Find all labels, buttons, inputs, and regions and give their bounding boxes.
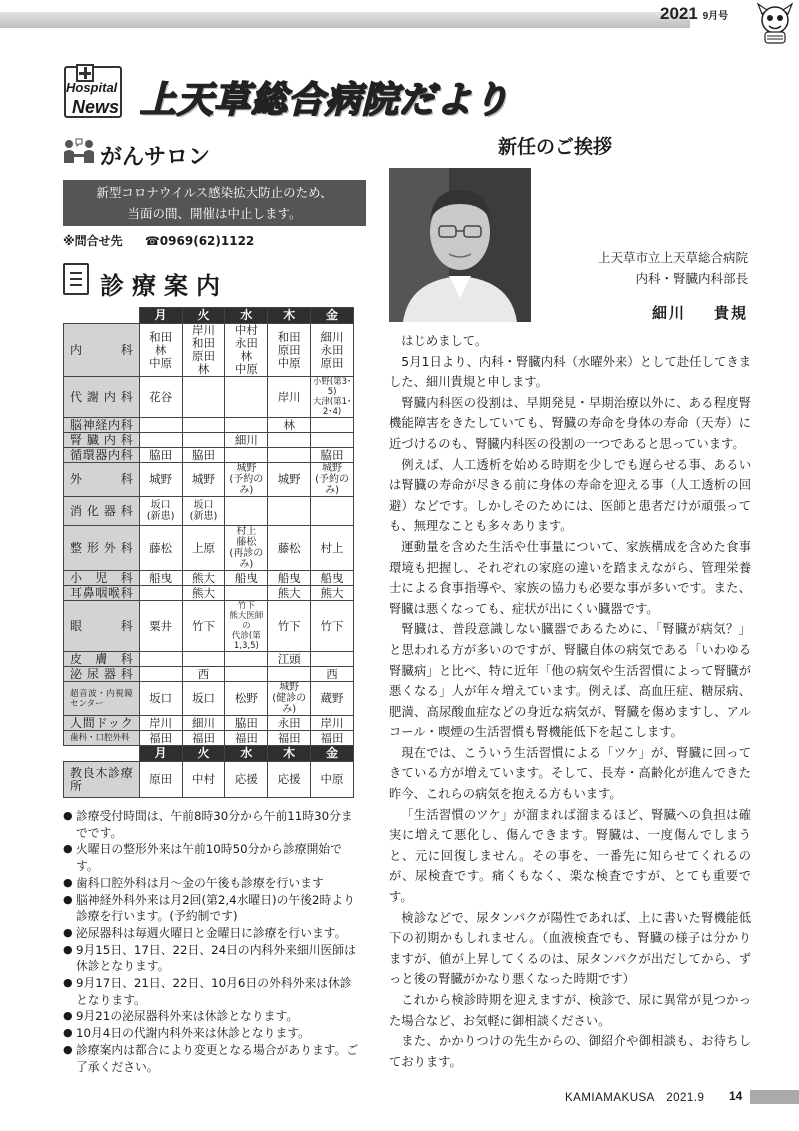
schedule-cell: 坂口 (新患) xyxy=(182,497,225,526)
notes-list xyxy=(63,808,363,1075)
dept-cell: 皮膚科 xyxy=(64,652,140,667)
schedule-cell: 竹下 xyxy=(311,601,354,652)
table-row xyxy=(64,448,354,463)
day-header: 月 xyxy=(139,308,182,324)
schedule-cell xyxy=(139,433,182,448)
schedule-title: 診療案内 xyxy=(100,272,228,300)
schedule-cell xyxy=(225,497,268,526)
schedule-cell: 船曳 xyxy=(225,571,268,586)
schedule-cell: 城野 (予約のみ) xyxy=(311,463,354,497)
schedule-cell xyxy=(139,586,182,601)
schedule-cell xyxy=(182,377,225,418)
doctor-given-name: 貴規 xyxy=(713,304,748,322)
greeting-paragraph: 腎臓は、普段意識しない臓器であるために、「腎臓が病気？」と思われる方が多いのですが、腎臓自体の病気である「いわゆる腎臓病」と比べ、特に近年「他の病気や生活習慣によって腎臓が悪くなる」人が年々増えています。例えば、高血圧症、糖尿病、肥満、高尿酸血症などの身近な病気が、腎臓を傷めますし、アルコール・喫煙の生活習慣も腎機能低下を起こします。 xyxy=(389,622,751,740)
schedule-cell xyxy=(311,652,354,667)
schedule-cell: 原田 xyxy=(139,762,182,798)
schedule-cell: 松野 xyxy=(225,682,268,716)
schedule-cell: 岸川 xyxy=(311,716,354,731)
schedule-cell: 西 xyxy=(182,667,225,682)
hospital-news-logo xyxy=(62,64,128,120)
schedule-cell xyxy=(268,497,311,526)
table-row xyxy=(64,418,354,433)
greeting-paragraph: これから検診時期を迎えますが、検診で、尿に異常が見つかった場合など、お気軽に御相談ください。 xyxy=(389,993,751,1028)
affiliation-hospital: 上天草市立上天草総合病院 xyxy=(597,250,748,265)
note-item: ● 診療案内は都合により変更となる場合があります。ご了承ください。 xyxy=(63,1042,363,1075)
schedule-cell: 船曳 xyxy=(311,571,354,586)
schedule-cell: 和田 林 中原 xyxy=(139,324,182,377)
schedule-cell: 城野 (予約のみ) xyxy=(225,463,268,497)
day-header: 火 xyxy=(182,746,225,762)
table-row xyxy=(64,682,354,716)
day-header: 金 xyxy=(311,308,354,324)
schedule-cell: 竹下 xyxy=(182,601,225,652)
dept-cell: 歯科・口腔外科 xyxy=(64,731,140,746)
schedule-cell: 藤松 xyxy=(139,526,182,571)
table-row xyxy=(64,716,354,731)
schedule-cell: 竹下 xyxy=(268,601,311,652)
schedule-cell xyxy=(182,433,225,448)
schedule-cell: 粟井 xyxy=(139,601,182,652)
table-row xyxy=(64,463,354,497)
issue-date xyxy=(660,4,728,24)
schedule-cell xyxy=(139,652,182,667)
page-title: 上天草総合病院だより xyxy=(140,80,511,121)
schedule-cell: 永田 xyxy=(268,716,311,731)
dept-cell: 小児科 xyxy=(64,571,140,586)
dept-cell: 循環器内科 xyxy=(64,448,140,463)
affiliation-position: 内科・腎臓内科部長 xyxy=(635,271,748,286)
dept-cell: 整形外科 xyxy=(64,526,140,571)
schedule-cell xyxy=(268,667,311,682)
schedule-cell xyxy=(311,418,354,433)
schedule-cell: 村上 xyxy=(311,526,354,571)
contact-label: ※問合せ先 xyxy=(63,234,123,248)
schedule-cell: 江頭 xyxy=(268,652,311,667)
day-header: 月 xyxy=(139,746,182,762)
dept-cell: 代謝内科 xyxy=(64,377,140,418)
table-row xyxy=(64,324,354,377)
table-row xyxy=(64,571,354,586)
note-item: ● 10月4日の代謝内科外来は休診となります。 xyxy=(63,1025,363,1042)
schedule-cell: 脇田 xyxy=(139,448,182,463)
day-header: 金 xyxy=(311,746,354,762)
schedule-cell: 福田 xyxy=(225,731,268,746)
table-row xyxy=(64,433,354,448)
footer-publication: KAMIAMAKUSA 2021.9 xyxy=(565,1092,705,1104)
mascot-icon xyxy=(752,0,798,44)
schedule-cell: 応援 xyxy=(225,762,268,798)
note-item: ● 9月21の泌尿器科外来は休診となります。 xyxy=(63,1008,363,1025)
schedule-cell: 中村 永田 林 中原 xyxy=(225,324,268,377)
schedule-cell: 坂口 (新患) xyxy=(139,497,182,526)
kyoryo-header-row xyxy=(64,746,354,762)
doctor-name xyxy=(580,302,748,323)
table-row xyxy=(64,497,354,526)
schedule-cell: 岸川 xyxy=(139,716,182,731)
schedule-cell: 花谷 xyxy=(139,377,182,418)
table-row xyxy=(64,762,354,798)
greeting-paragraph: はじめまして。 xyxy=(401,334,488,348)
schedule-cell: 蔵野 xyxy=(311,682,354,716)
schedule-cell xyxy=(139,418,182,433)
schedule-cell xyxy=(268,433,311,448)
schedule-cell xyxy=(182,652,225,667)
schedule-cell xyxy=(225,652,268,667)
clipboard-icon xyxy=(63,263,89,295)
day-header: 火 xyxy=(182,308,225,324)
page-number: 14 xyxy=(729,1089,743,1103)
schedule-cell: 小野(第3･5) 大津(第1･2･4) xyxy=(311,377,354,418)
greeting-paragraph: 5月1日より、内科・腎臓内科（水曜外来）として赴任してきました、細川貴規と申します。 xyxy=(389,354,751,390)
schedule-cell xyxy=(225,667,268,682)
greeting-paragraph: 現在では、こういう生活習慣による「ツケ」が、腎臓に回ってきている方が増えています。そして、長寿・高齢化が進んできた昨今、これらの病気を抱える方もいます。 xyxy=(389,745,751,802)
schedule-cell: 城野 (健診のみ) xyxy=(268,682,311,716)
table-row xyxy=(64,377,354,418)
greeting-paragraph: 運動量を含めた生活や仕事量について、家族構成を含めた食事環境も把握し、それぞれの家庭の違いを踏まえながら、管理栄養士による食事指導や、家族の協力も必要な事が多いです。また、腎臓は悪くなっても、症状が出にくい臓器です。 xyxy=(389,539,751,616)
schedule-cell: 福田 xyxy=(182,731,225,746)
schedule-cell: 福田 xyxy=(139,731,182,746)
schedule-cell: 西 xyxy=(311,667,354,682)
dept-cell: 泌尿器科 xyxy=(64,667,140,682)
schedule-cell: 藤松 xyxy=(268,526,311,571)
note-item: ● 9月17日、21日、22日、10月6日の外科外来は休診となります。 xyxy=(63,975,363,1008)
issue-month: 9月号 xyxy=(702,11,729,22)
schedule-cell: 上原 xyxy=(182,526,225,571)
dept-cell: 脳神経内科 xyxy=(64,418,140,433)
schedule-cell: 城野 xyxy=(268,463,311,497)
contact-info xyxy=(63,232,272,249)
schedule-cell: 脇田 xyxy=(182,448,225,463)
dept-cell: 外科 xyxy=(64,463,140,497)
dept-cell: 眼科 xyxy=(64,601,140,652)
greeting-paragraph: 「生活習慣のツケ」が溜まれば溜まるほど、腎臓への負担は確実に増えて悪化し、傷んできます。腎臓は、一度傷んでしまうと、元に回復しません。その事を、一番先に知らせてくれるのが、尿検査です。痛くもなく、楽な検査ですが、とても重要です。 xyxy=(389,807,751,905)
doctor-surname: 細川 xyxy=(651,304,686,322)
note-item: ● 火曜日の整形外来は午前10時50分から診療開始です。 xyxy=(63,841,363,874)
schedule-cell: 細川 xyxy=(225,433,268,448)
salon-notice-line2: 当面の間、開催は中止します。 xyxy=(127,206,302,221)
salon-notice-line1: 新型コロナウイルス感染拡大防止のため、 xyxy=(96,185,333,200)
schedule-cell: 坂口 xyxy=(182,682,225,716)
footer-bar xyxy=(750,1090,799,1104)
note-item: ● 9月15日、17日、22日、24日の内科外来細川医師は休診となります。 xyxy=(63,942,363,975)
people-talking-icon xyxy=(62,137,96,165)
day-header: 水 xyxy=(225,308,268,324)
schedule-cell: 応援 xyxy=(268,762,311,798)
schedule-table xyxy=(63,307,354,746)
issue-year: 2021 xyxy=(660,4,698,23)
table-row xyxy=(64,526,354,571)
day-header: 水 xyxy=(225,746,268,762)
dept-cell: 内科 xyxy=(64,324,140,377)
contact-phone: ☎0969(62)1122 xyxy=(144,234,255,248)
schedule-cell: 熊大 xyxy=(182,586,225,601)
note-item: ● 歯科口腔外科は月～金の午後も診療を行います xyxy=(63,875,363,892)
table-row xyxy=(64,586,354,601)
schedule-cell: 細川 永田 原田 xyxy=(311,324,354,377)
note-item: ● 診療受付時間は、午前8時30分から午前11時30分までです。 xyxy=(63,808,363,841)
dept-cell: 腎臓内科 xyxy=(64,433,140,448)
greeting-paragraph: 例えば、人工透析を始める時期を少しでも遅らせる事、あるいは腎臓の寿命が尽きる前に身体の寿命を迎える事（人工透析の回避）などです。しかしそのためには、医師と患者だけが頑張っても、無理なことも多々あります。 xyxy=(389,457,751,534)
schedule-cell xyxy=(225,448,268,463)
dept-cell: 耳鼻咽喉科 xyxy=(64,586,140,601)
table-row xyxy=(64,667,354,682)
logo-text-news: News xyxy=(72,97,120,117)
greeting-title: 新任のご挨拶 xyxy=(498,136,613,158)
schedule-cell: 城野 xyxy=(182,463,225,497)
note-item: ● 脳神経外科外来は月2回(第2,4水曜日)の午後2時より診療を行います。(予約制です) xyxy=(63,892,363,925)
kyoryo-clinic-table xyxy=(63,745,354,798)
greeting-paragraph: また、かかりつけの先生からの、御紹介や御相談も、お待ちしております。 xyxy=(389,1034,751,1069)
schedule-cell: 村上 藤松 (再診のみ) xyxy=(225,526,268,571)
greeting-paragraph: 検診などで、尿タンパクが陽性であれば、上に書いた腎機能低下の初期かもしれません。（血液検査でも、腎臓の様子は分かりますが、値が上昇してくるのは、尿タンパクが出だしてから、ずっと後の腎臓がかなり悪くなった時期です） xyxy=(389,910,751,987)
greeting-paragraph: 腎臓内科医の役割は、早期発見・早期治療以外に、ある程度腎機能障害をきたしていても、腎臓の寿命を身体の寿命（天寿）に近づけるのも、腎臓内科医の役割の一つであると思っています。 xyxy=(389,395,751,451)
schedule-cell: 熊大 xyxy=(182,571,225,586)
dept-cell: 教良木診療所 xyxy=(64,762,140,798)
schedule-cell xyxy=(225,586,268,601)
schedule-cell: 熊大 xyxy=(268,586,311,601)
dept-cell: 超音波・内視鏡センター xyxy=(64,682,140,716)
schedule-cell: 船曳 xyxy=(139,571,182,586)
schedule-cell: 城野 xyxy=(139,463,182,497)
schedule-cell: 中原 xyxy=(311,762,354,798)
header-stripe xyxy=(0,12,690,28)
schedule-cell xyxy=(225,418,268,433)
salon-notice xyxy=(63,180,366,226)
schedule-cell: 細川 xyxy=(182,716,225,731)
schedule-cell: 岸川 和田 原田 林 xyxy=(182,324,225,377)
header-corner xyxy=(64,308,140,324)
logo-text-hospital: Hospital xyxy=(66,80,118,95)
schedule-cell xyxy=(225,377,268,418)
schedule-cell xyxy=(311,433,354,448)
table-row xyxy=(64,601,354,652)
schedule-cell: 福田 xyxy=(311,731,354,746)
table-row xyxy=(64,731,354,746)
schedule-header-row xyxy=(64,308,354,324)
greeting-body xyxy=(389,331,751,1072)
schedule-cell: 坂口 xyxy=(139,682,182,716)
doctor-portrait xyxy=(389,168,531,322)
schedule-cell: 脇田 xyxy=(311,448,354,463)
header-band xyxy=(0,0,799,40)
dept-cell: 消化器科 xyxy=(64,497,140,526)
schedule-cell: 岸川 xyxy=(268,377,311,418)
dept-cell: 人間ドック xyxy=(64,716,140,731)
salon-title: がんサロン xyxy=(100,145,211,170)
note-item: ● 泌尿器科は毎週火曜日と金曜日に診療を行います。 xyxy=(63,925,363,942)
schedule-cell: 船曳 xyxy=(268,571,311,586)
day-header: 木 xyxy=(268,746,311,762)
schedule-cell: 中村 xyxy=(182,762,225,798)
schedule-cell xyxy=(182,418,225,433)
schedule-cell: 脇田 xyxy=(225,716,268,731)
day-header: 木 xyxy=(268,308,311,324)
schedule-cell: 林 xyxy=(268,418,311,433)
schedule-cell: 竹下 熊大医師の 代診(第1,3,5) xyxy=(225,601,268,652)
table-row xyxy=(64,652,354,667)
schedule-cell: 和田 原田 中原 xyxy=(268,324,311,377)
schedule-cell xyxy=(268,448,311,463)
schedule-cell: 福田 xyxy=(268,731,311,746)
page-footer xyxy=(0,1089,799,1109)
schedule-cell: 熊大 xyxy=(311,586,354,601)
schedule-cell xyxy=(139,667,182,682)
doctor-affiliation xyxy=(540,247,748,289)
header-corner xyxy=(64,746,140,762)
schedule-cell xyxy=(311,497,354,526)
